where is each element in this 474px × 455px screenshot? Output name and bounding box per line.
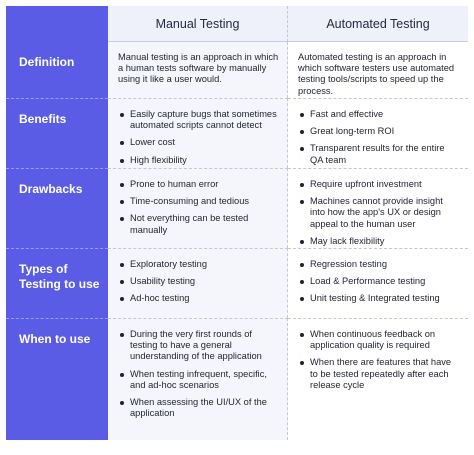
list-item: Exploratory testing <box>118 259 279 270</box>
list-item: Require upfront investment <box>298 179 460 190</box>
definition-manual-cell <box>108 42 288 98</box>
list-item: Time-consuming and tedious <box>118 196 279 207</box>
types-manual-list <box>118 259 279 305</box>
benefits-automated-cell <box>288 98 468 168</box>
types-automated-list <box>298 259 460 305</box>
drawbacks-manual-cell <box>108 168 288 248</box>
definition-automated-cell <box>288 42 468 98</box>
benefits-manual-cell <box>108 98 288 168</box>
comparison-table <box>6 6 468 448</box>
list-item: Not everything can be tested manually <box>118 213 279 235</box>
list-item: When continuous feedback on application quality is required <box>298 329 460 351</box>
benefits-automated-list <box>298 109 460 166</box>
list-item: May lack flexibility <box>298 236 460 247</box>
when-automated-cell <box>288 318 468 440</box>
list-item: When assessing the UI/UX of the application <box>118 397 279 419</box>
list-item: Ad-hoc testing <box>118 293 279 304</box>
list-item: Unit testing & Integrated testing <box>298 293 460 304</box>
definition-automated-text: Automated testing is an approach in which software testers use automated testing tools/scripts to speed up the process. <box>298 52 455 96</box>
when-manual-list <box>118 329 279 419</box>
drawbacks-automated-list <box>298 179 460 247</box>
list-item: Lower cost <box>118 137 279 148</box>
when-manual-cell <box>108 318 288 440</box>
list-item: Usability testing <box>118 276 279 287</box>
benefits-manual-list <box>118 109 279 166</box>
list-item: Load & Performance testing <box>298 276 460 287</box>
drawbacks-automated-cell <box>288 168 468 248</box>
row-label-drawbacks: Drawbacks <box>6 168 108 248</box>
when-automated-list <box>298 329 460 391</box>
row-label-types-of-testing: Types of Testing to use <box>6 248 108 318</box>
list-item: Easily capture bugs that sometimes automated scripts cannot detect <box>118 109 279 131</box>
list-item: When there are features that have to be tested repeatedly after each release cycle <box>298 357 460 391</box>
list-item: Transparent results for the entire QA team <box>298 143 460 165</box>
definition-manual-text: Manual testing is an approach in which a human tests software by manually using it like a user would. <box>118 52 279 85</box>
list-item: Fast and effective <box>298 109 460 120</box>
list-item: When testing infrequent, specific, and ad-hoc scenarios <box>118 369 279 391</box>
list-item: Regression testing <box>298 259 460 270</box>
list-item: Prone to human error <box>118 179 279 190</box>
header-corner <box>6 6 108 42</box>
row-label-definition: Definition <box>6 42 108 98</box>
list-item: Machines cannot provide insight into how the app's UX or design appeal to the human user <box>298 196 460 230</box>
types-automated-cell <box>288 248 468 318</box>
column-header-manual: Manual Testing <box>108 6 288 42</box>
list-item: During the very first rounds of testing to have a general understanding of the application <box>118 329 279 363</box>
column-header-automated: Automated Testing <box>288 6 468 42</box>
types-manual-cell <box>108 248 288 318</box>
row-label-when-to-use: When to use <box>6 318 108 440</box>
list-item: High flexibility <box>118 155 279 166</box>
drawbacks-manual-list <box>118 179 279 236</box>
list-item: Great long-term ROI <box>298 126 460 137</box>
row-label-benefits: Benefits <box>6 98 108 168</box>
